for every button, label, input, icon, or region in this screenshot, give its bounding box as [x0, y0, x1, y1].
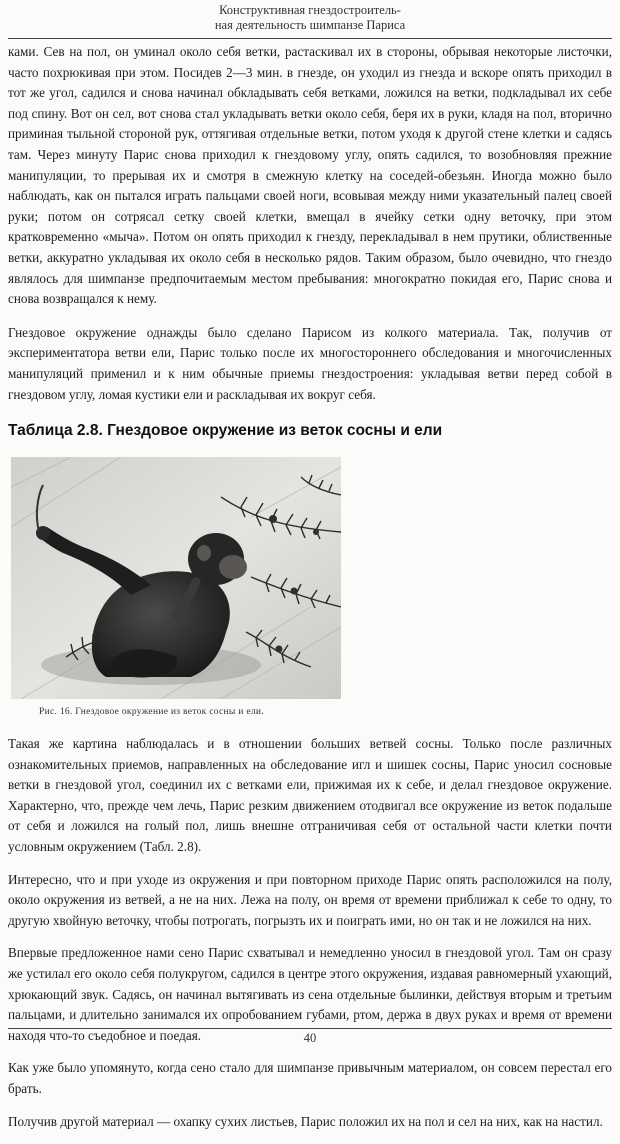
paragraph: Интересно, что и при уходе из окружения и при повторном приходе Парис опять расположился на полу, около окружения из ветвей, а не на них. Лежа на полу, он время от времени приближал к себе то одну, то другую хвойную веточку, чтобы потрогать, погрызть их и поиграть ими, но он так и не ложился на них. — [8, 871, 612, 928]
figure-caption: Рис. 16. Гнездовое окружение из веток сосны и ели. — [39, 707, 264, 718]
paragraph: Как уже было упомянуто, когда сено стало для шимпанзе привычным материалом, он совсем перестал его брать. — [8, 1060, 612, 1096]
paragraph: ками. Сев на пол, он уминал около себя ветки, растаскивал их в стороны, обрывая некоторые листочки, часто похрюкивая при этом. Посидев 2—3 мин. в гнезде, он уходил из гнезда и вскоре опять приходил в тот же угол, садился и снова начинал обкладывать себя ветками, ложился на ветки, подкладывал их себе под спину. Вот он сел, вот снова стал укладывать ветки около себя, беря их в руки, кладя на пол, вторично приминая тыльной стороной рук, оттягивая отдельные ветки, потом уходя к другой стене клетки и садясь там. Через минуту Парис снова приходил к гнездовому углу, опять садился, то возобновляя прежние манипуляции, то прерывая их и смотря в смежную клетку на соседей-обезьян. Иногда можно было наблюдать, как он пытался играть пальцами своей ноги, всовывая между ними указательный палец своей руки; потом он сотрясал сетку своей клетки, вмещал в ячейку сетки одну веточку, при этом кратковременно «мыча». Потом он опять приходил к гнезду, перекладывал в нем прутики, облиственные ветки, аккуратно укладывая их около себя в несколько рядов. Таким образом, было очевидно, что гнездо являлось для шимпанзе предпочитаемым местом пребывания: многократно покидая его, Парис снова и снова возвращался к нему. — [8, 44, 612, 307]
figure — [11, 457, 341, 718]
chimpanzee-drawing-icon — [11, 457, 341, 699]
paragraph: Такая же картина наблюдалась и в отношении больших ветвей сосны. Только после различных ознакомительных приемов, направленных на обследование игл и шишек сосны, Парис уносил сосновые ветки в гнездовой угол, соединил их с ветками ели, прижимая их к себе, и делал гнездовое окружение. Характерно, что, прежде чем лечь, Парис резким движением отодвигал все окружение из веток подальше от себя и ложился на голый пол, лишь внешне отграничивая себя от остальной части клетки почти условным окружением (Табл. 2.8). — [8, 736, 612, 855]
page-number: 40 — [303, 1031, 317, 1045]
header-line-1: Конструктивная гнездостроитель- — [219, 3, 401, 17]
header-divider — [8, 38, 612, 39]
footer-divider — [8, 1028, 612, 1029]
table-title: Таблица 2.8. Гнездовое окружение из веток сосны и ели — [8, 422, 443, 440]
paragraph: Гнездовое окружение однажды было сделано Парисом из колкого материала. Так, получив от экспериментатора ветви ели, Парис только после их многостороннего обследования и многочисленных манипуляций применил и к ним обычные приемы гнездостроения: укладывая ветви перед собой в гнездовом углу, ломая кустики ели и раскладывая их вокруг себя. — [8, 324, 612, 402]
page-body — [8, 42, 612, 1144]
paragraph: Впервые предложенное нами сено Парис схватывал и немедленно уносил в гнездовой угол. Там он сразу же устилал его около себя полукругом, садился в центре этого окружения, издавая равномерный ухающий, хрюкающий звук. Садясь, он начинал вытягивать из сена отдельные былинки, действуя вторым и третьим пальцами, и длительно занимался их опробованием губами, ртом, держа в двух руках и время от времени находя что-то съедобное и поедая. — [8, 945, 612, 1043]
running-header — [0, 3, 620, 33]
paragraph: Получив другой материал — охапку сухих листьев, Парис положил их на пол и сел на них, как на настил. — [8, 1113, 603, 1129]
header-line-2: ная деятельность шимпанзе Париса — [214, 18, 406, 32]
